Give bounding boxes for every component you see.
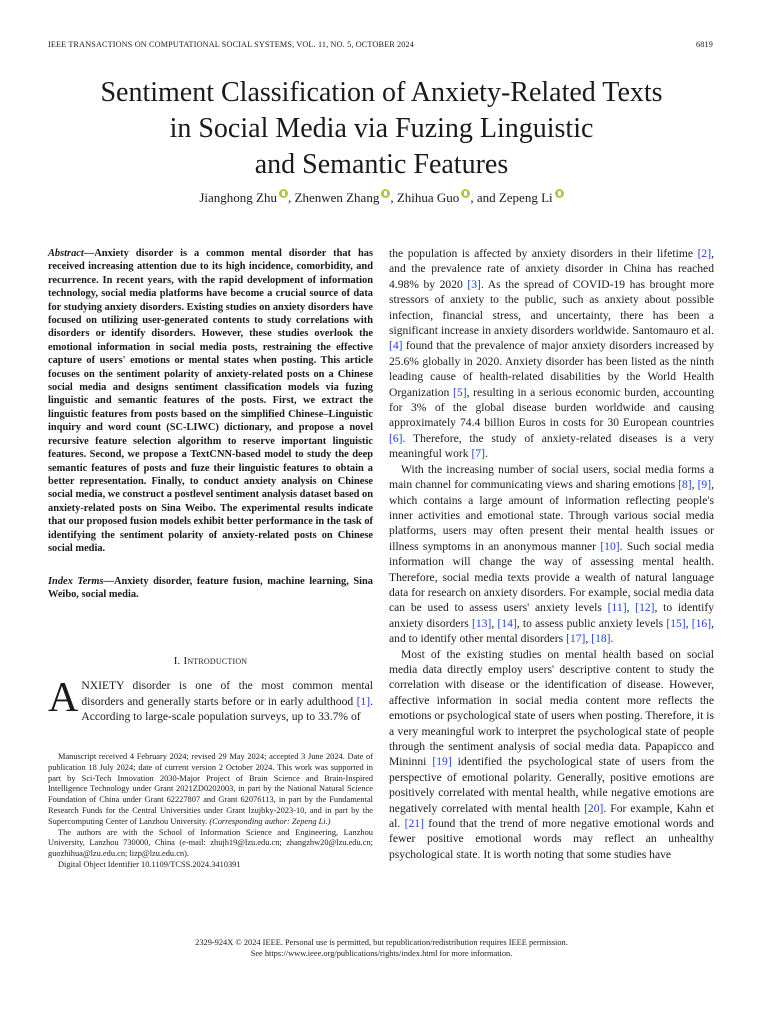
body-text: identified the psychological state of users from the perspective of emotional polarity. Generally, positive emotions are positively correlated with mental health, while negative emotions are negatively correlated with mental health [389,755,714,815]
citation-link[interactable]: [11] [607,601,627,615]
manuscript-text: Manuscript received 4 February 2024; revised 29 May 2024; accepted 3 June 2024. Date of publication 18 July 2024; date of current version 2 October 2024. This work was supported in part by Sci-Tech Innovation 2030-Major Project of Brain Science and Brain-Inspired Intelligence Technology under Grant 2021ZD0202003, in part by the National Natural Science Foundation of China under Grant 62227807 and Grant 62076113, in part by the Fundamental Research Funds for the Central Universities under Grant lzujbky-2023-10, and in part by the Supercomputing Center of Lanzhou University. [48,752,373,826]
author-list [40,189,723,206]
body-text: NXIETY disorder is one of the most common mental disorders and generally starts before or in early adulthood [81,679,373,708]
affiliation-note: The authors are with the School of Information Science and Engineering, Lanzhou University, Lanzhou 730000, China (e-mail: zhujh19@lzu.edu.cn; zhangzhw20@lzu.edu.cn; guozhihua@lzu.edu.cn; lizp@lzu.edu.cn). [48,827,373,859]
citation-link[interactable]: [5] [453,385,467,399]
body-text: . As the spread of COVID-19 has brought more stressors of anxiety to the public, such as anxiety about possible infection, financial stress, and uncertainty, there has been a significant increase in anxiety disorders worldwide. Santomauro et al. [389,277,714,338]
body-text: the population is affected by anxiety disorders in their lifetime [389,247,698,260]
author-separator: , [390,190,397,205]
abstract-text: —Anxiety disorder is a common mental disorder that has received increasing attention due to its high incidence, comorbidity, and recurrence. In recent years, with the rapid development of information technology, social media platforms have become a crucial source of data for studying anxiety disorders. Existing studies on anxiety disorders have focused on utilizing user-generated contents to study correlations with disorders or identify disorders. However, these studies overlook the emotional information in social media posts, restraining the effective capture of users' emotions or mental states when posting. This article focuses on the sentiment polarity of anxiety-related posts on a Chinese social media and designs sentiment classification models via fuzing linguistic and semantic features of the posts. First, we extract the linguistic features from posts based on the simplified Chinese–Linguistic inquiry and word count (SC-LIWC) dictionary, and propose a novel recursive feature selection algorithm to reserve important linguistic features. Second, we propose a TextCNN-based model to study the deep semantic features of posts and fuze their linguistic features to obtain a better representation. Finally, to conduct anxiety analysis on Chinese social media, we construct a postlevel sentiment analysis dataset based on anxiety-related posts on Sina Weibo. The experimental results indicate that our proposed fusion models exhibit better performance in the task of identifying the sentiment polarity of anxiety-related posts on Chinese social media. [48,248,373,554]
author-name: Jianghong Zhu [199,190,277,205]
right-column [389,246,714,862]
body-text: , and the prevalence rate of anxiety disorder in China has reached 4.98% by 2020 [389,247,714,291]
author-name: Zepeng Li [498,190,553,205]
title-line-1: Sentiment Classification of Anxiety-Related Texts [100,77,663,108]
citation-link[interactable]: [1] [356,694,371,708]
orcid-icon[interactable] [381,189,390,198]
author-separator: , and [470,190,499,205]
citation-link[interactable]: [10] [600,539,620,553]
body-text: , [585,632,592,646]
body-text: found that the trend of more negative emotional words and fewer positive emotional words may reflect an unhealthy psychological state. It is worth noting that some studies have [389,817,714,861]
citation-link[interactable]: [2] [697,247,712,260]
body-text: , [626,601,636,615]
body-text: , to identify anxiety disorders [389,601,714,630]
body-text: , [491,616,498,630]
citation-link[interactable]: [15] [666,616,686,630]
body-text: . [484,447,488,461]
index-terms-text: —Anxiety disorder, feature fusion, machine learning, Sina Weibo, social media. [48,576,373,601]
index-terms-label: Index Terms [48,576,104,587]
body-text: , which contains a large amount of information reflecting people's inner activities and emotional state. Through various social media platforms, users may often present their mental health issues or illness symptoms in an anonymous manner [389,478,714,553]
section-heading [48,655,373,667]
title-line-3: and Semantic Features [254,149,509,180]
footnotes [48,752,373,871]
paragraph [389,647,714,863]
abstract [48,247,373,555]
running-head [48,40,713,54]
section-title: Introduction [183,655,248,667]
citation-link[interactable]: [21] [404,817,424,831]
citation-link[interactable]: [18] [591,632,611,646]
copyright-line: 2329-924X © 2024 IEEE. Personal use is permitted, but republication/redistribution requires IEEE permission. [195,938,568,947]
body-text: Most of the existing studies on mental health based on social media data directly employ users' descriptive content to study the correlation with disease or the identification of disease. However, affective information in social media content more reflects the emotions or psychological state of users when posting. Therefore, it is a very meaningful work to interpret the psychological state of people through the sentiment analysis of social media data. Papapicco and Mininni [389,647,714,769]
paragraph [389,246,714,462]
body-text: found that the prevalence of major anxiety disorders increased by 25.6% globally in 2020. Anxiety disorder has been listed as the ninth leading cause of health-related disabilities by the World Health Organization [389,339,714,399]
citation-link[interactable]: [17] [566,632,586,646]
section-numeral: I. [173,655,184,667]
body-text: , to assess public anxiety levels [516,616,667,630]
journal-name: IEEE TRANSACTIONS ON COMPUTATIONAL SOCIAL SYSTEMS, VOL. 11, NO. 5, OCTOBER 2024 [48,40,414,49]
paragraph [389,462,714,647]
body-text: , [685,616,692,630]
manuscript-note [48,752,373,828]
citation-link[interactable]: [9] [697,478,712,492]
citation-link[interactable]: [4] [389,339,403,353]
orcid-icon[interactable] [555,189,564,198]
rights-url-line[interactable]: See https://www.ieee.org/publications/rights/index.html for more information. [250,949,513,958]
citation-link[interactable]: [7] [471,447,485,461]
citation-link[interactable]: [19] [432,755,452,769]
citation-link[interactable]: [14] [497,616,517,630]
abstract-label: Abstract [48,248,84,259]
author-name: Zhihua Guo [396,190,460,205]
citation-link[interactable]: [6] [389,431,403,445]
author-name: Zhenwen Zhang [294,190,380,205]
paper-title [40,75,723,183]
citation-link[interactable]: [13] [472,616,492,630]
orcid-icon[interactable] [279,189,288,198]
title-line-2: in Social Media via Fuzing Linguistic [169,113,594,144]
body-text: , and to identify other mental disorders [389,616,714,646]
citation-link[interactable]: [12] [635,601,655,615]
index-terms [48,575,373,602]
body-text: With the increasing number of social users, social media forms a main channel for communicating views and sharing emotions [389,462,714,492]
orcid-icon[interactable] [461,189,470,198]
body-text: . [610,632,614,646]
body-text: . For example, Kahn et al. [389,801,714,831]
body-text: , resulting in a serious economic burden, accounting for 3% of the global disease burden worldwide and causing approximately 74.4 billion Euros in costs for 30 European countries [389,385,715,430]
body-text: , [691,478,698,492]
body-text: . Therefore, the study of anxiety-related diseases is a very meaningful work [389,431,714,461]
page-number: 6819 [696,40,713,49]
drop-cap: A [48,675,79,721]
body-text: . Such social media information will change the way of assessing mental health. Therefore, social media texts provide a wealth of natural language data for research on anxiety disorders. For example, social media data can be used to assess users' anxiety levels [389,539,715,615]
body-text: . According to large-scale population surveys, up to 33.7% of [81,694,373,724]
corresponding-author: (Corresponding author: Zepeng Li.) [209,816,331,826]
citation-link[interactable]: [8] [678,478,692,492]
citation-link[interactable]: [16] [691,616,712,630]
citation-link[interactable]: [20] [584,801,604,815]
citation-link[interactable]: [3] [467,277,481,291]
author-separator: , [288,190,295,205]
intro-paragraph [48,675,373,725]
copyright-footer [40,937,723,959]
doi-note: Digital Object Identifier 10.1109/TCSS.2024.3410391 [58,859,241,869]
